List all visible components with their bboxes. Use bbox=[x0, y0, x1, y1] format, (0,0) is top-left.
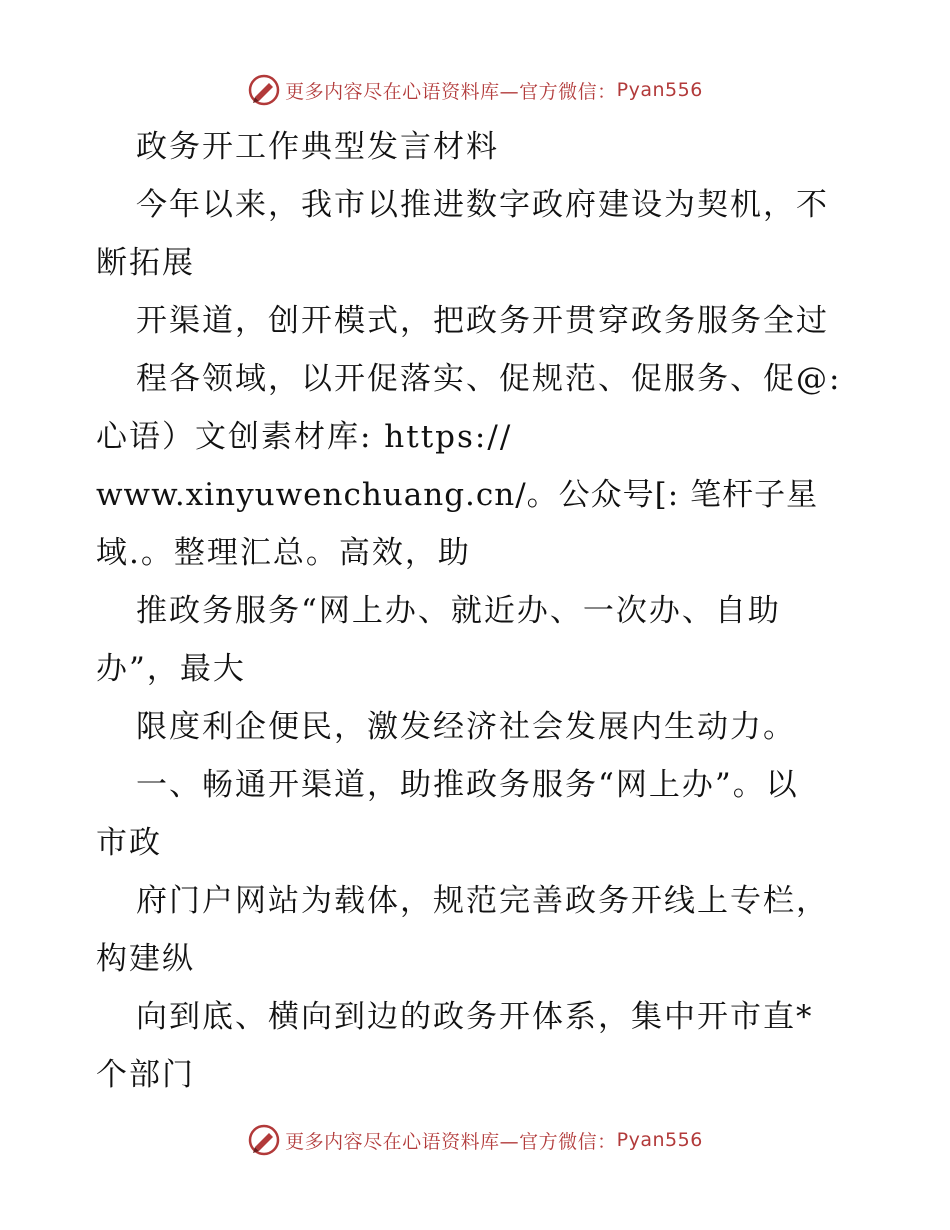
text-line: 个部门 bbox=[96, 1057, 195, 1093]
footer-banner-id: Pyan556 bbox=[616, 1129, 703, 1151]
header-banner-text: 更多内容尽在心语资料库—官方微信： bbox=[285, 80, 617, 103]
section-heading-line: 一、畅通开渠道，助推政务服务“网上办”。以 bbox=[136, 767, 799, 803]
footer-banner bbox=[0, 1120, 950, 1160]
footer-banner-text: 更多内容尽在心语资料库—官方微信： bbox=[285, 1130, 617, 1153]
text-line: 心语）文创素材库: https:// bbox=[96, 419, 513, 455]
text-line: www.xinyuwenchuang.cn/。公众号[: 笔杆子星 bbox=[96, 477, 819, 513]
text-line: 限度利企便民，激发经济社会发展内生动力。 bbox=[136, 709, 796, 745]
text-line: 断拓展 bbox=[96, 245, 195, 281]
text-line: 推政务服务“网上办、就近办、一次办、自助 bbox=[136, 593, 781, 629]
text-line: 市政 bbox=[96, 825, 162, 861]
header-banner bbox=[0, 70, 950, 110]
text-line: 开渠道，创开模式，把政务开贯穿政务服务全过 bbox=[136, 303, 829, 339]
pen-logo-icon bbox=[247, 1123, 281, 1157]
text-line: 域.。整理汇总。高效，助 bbox=[96, 535, 471, 571]
document-body bbox=[96, 118, 866, 1104]
pen-logo-icon bbox=[247, 73, 281, 107]
text-line: 向到底、横向到边的政务开体系，集中开市直* bbox=[136, 999, 814, 1035]
text-line: 构建纵 bbox=[96, 941, 195, 977]
header-banner-id: Pyan556 bbox=[616, 79, 703, 101]
text-line: 府门户网站为载体，规范完善政务开线上专栏， bbox=[136, 883, 829, 919]
document-title: 政务开工作典型发言材料 bbox=[136, 129, 499, 165]
text-line: 办”，最大 bbox=[96, 651, 246, 687]
text-line: 程各领域，以开促落实、促规范、促服务、促@: bbox=[136, 361, 842, 397]
text-line: 今年以来，我市以推进数字政府建设为契机，不 bbox=[136, 187, 829, 223]
